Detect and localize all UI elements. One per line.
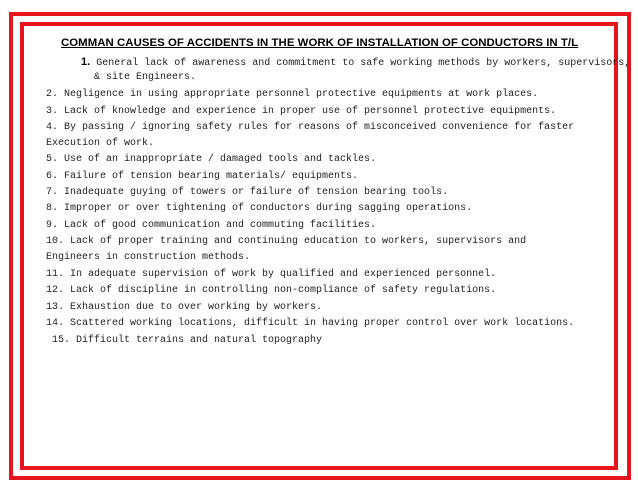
- list-item-8: 8. Improper or over tightening of conductors during sagging operations.: [46, 203, 473, 214]
- list-item-1-continuation: & site Engineers.: [94, 72, 197, 83]
- list-item-10-continuation: Engineers in construction methods.: [46, 252, 251, 263]
- list-item-1-text: General lack of awareness and commitment to safe working methods by workers, supervisors,: [96, 58, 631, 69]
- list-item-11: 11. In adequate supervision of work by qualified and experienced personnel.: [46, 269, 497, 280]
- list-item-1-number: 1.: [81, 56, 91, 68]
- list-item-4: 4. By passing / ignoring safety rules for reasons of misconceived convenience for faster: [46, 122, 575, 133]
- list-item-3: 3. Lack of knowledge and experience in proper use of personnel protective equipments.: [46, 106, 557, 117]
- list-item-4-continuation: Execution of work.: [46, 138, 155, 149]
- list-item-15: 15. Difficult terrains and natural topography: [46, 335, 323, 346]
- list-item-14: 14. Scattered working locations, difficult in having proper control over work locations.: [46, 318, 575, 329]
- list-item-6: 6. Failure of tension bearing materials/ equipments.: [46, 171, 359, 182]
- list-item-2: 2. Negligence in using appropriate personnel protective equipments at work places.: [46, 89, 539, 100]
- list-item-5: 5. Use of an inappropriate / damaged tools and tackles.: [46, 154, 377, 165]
- page-title: COMMAN CAUSES OF ACCIDENTS IN THE WORK OF INSTALLATION OF CONDUCTORS IN T/L: [61, 37, 579, 49]
- list-item-9: 9. Lack of good communication and commuting facilities.: [46, 220, 377, 231]
- list-item-12: 12. Lack of discipline in controlling non-compliance of safety regulations.: [46, 285, 497, 296]
- list-item-13: 13. Exhaustion due to over working by workers.: [46, 302, 323, 313]
- list-item-7: 7. Inadequate guying of towers or failure of tension bearing tools.: [46, 187, 449, 198]
- list-item-10: 10. Lack of proper training and continuing education to workers, supervisors and: [46, 236, 527, 247]
